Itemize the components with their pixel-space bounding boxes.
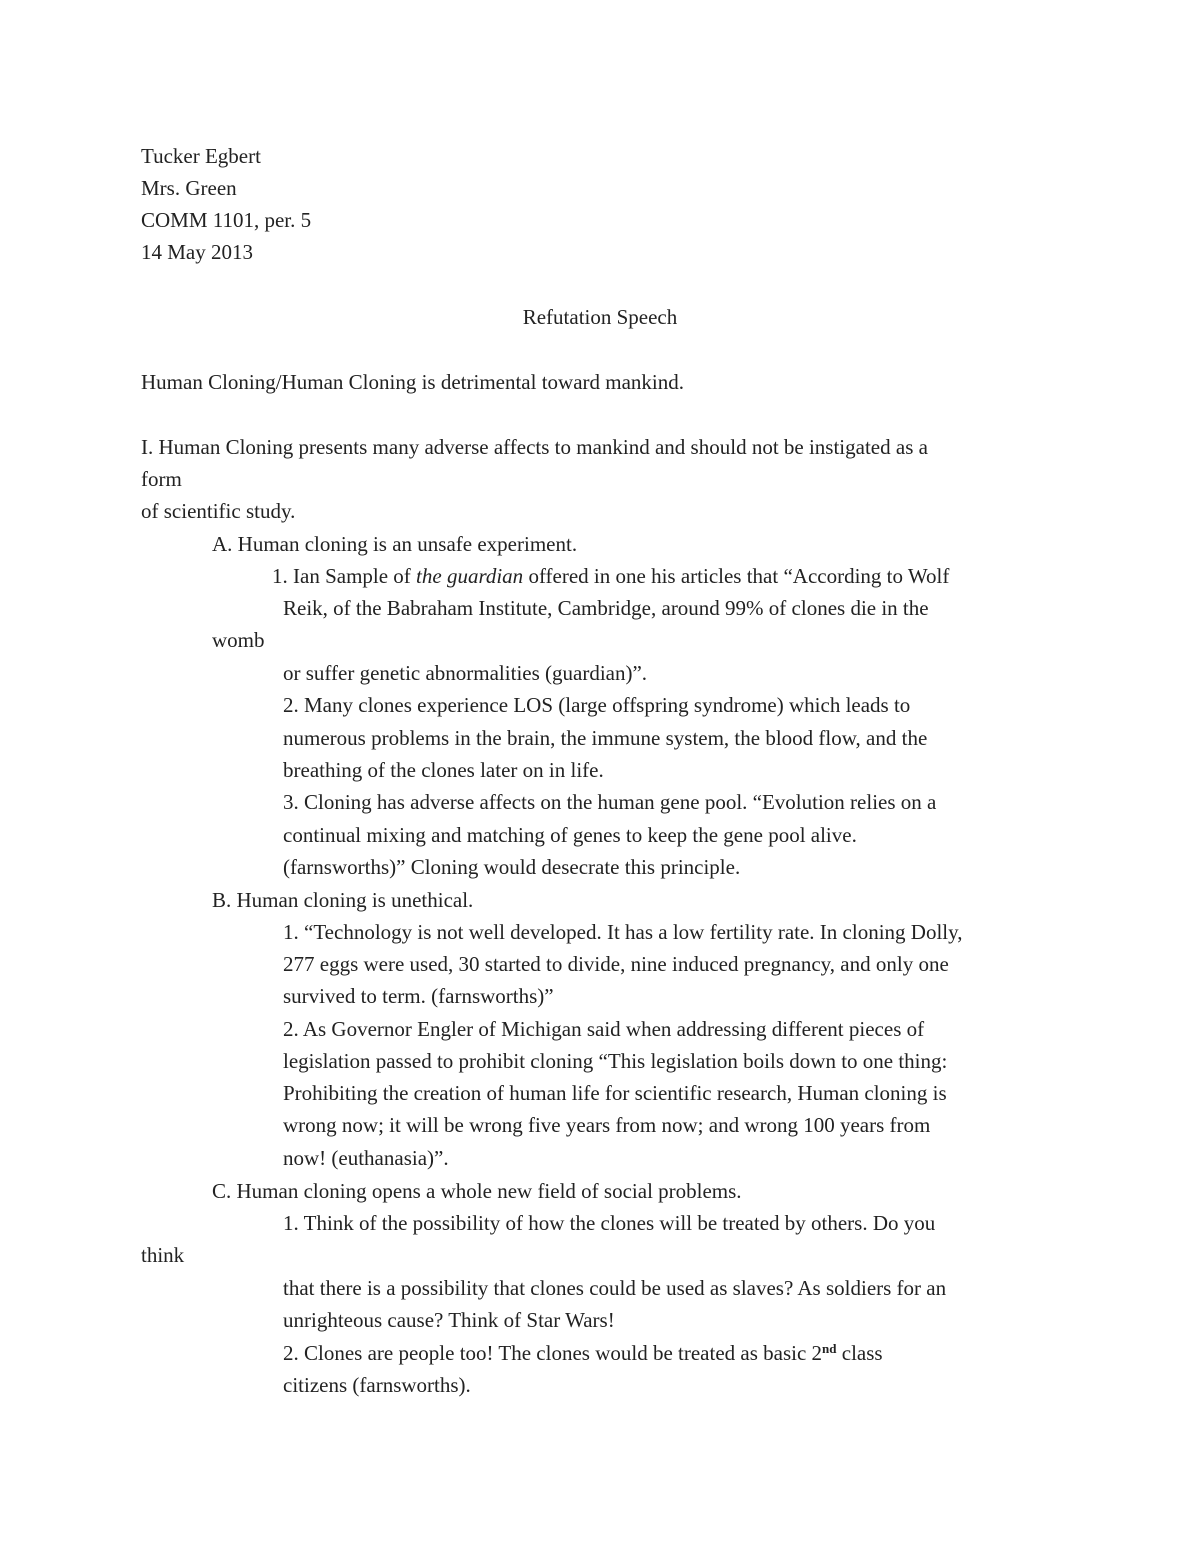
subpoint-B1-line: survived to term. (farnsworths)”	[283, 984, 554, 1008]
teacher-name: Mrs. Green	[141, 176, 237, 200]
subpoint-A2-line: 2. Many clones experience LOS (large offspring syndrome) which leads to	[283, 693, 911, 717]
subpoint-A1-line: or suffer genetic abnormalities (guardian)”.	[283, 661, 648, 685]
course-info: COMM 1101, per. 5	[141, 208, 312, 232]
text-run: 2. Clones are people too! The clones would be treated as basic 2	[283, 1341, 823, 1365]
text-run: offered in one his articles that “According to Wolf	[523, 564, 950, 588]
subpoint-B-heading: B. Human cloning is unethical.	[212, 888, 474, 912]
subpoint-A-heading: A. Human cloning is an unsafe experiment.	[212, 532, 578, 556]
document-title: Refutation Speech	[522, 305, 678, 329]
subpoint-A1-line	[272, 560, 949, 592]
subpoint-C-heading: C. Human cloning opens a whole new field of social problems.	[212, 1179, 742, 1203]
subpoint-A2-line: breathing of the clones later on in life.	[283, 758, 604, 782]
subpoint-C1-line: 1. Think of the possibility of how the clones will be treated by others. Do you	[283, 1211, 936, 1235]
ordinal-suffix: nd	[822, 1341, 837, 1356]
subpoint-A2-line: numerous problems in the brain, the immune system, the blood flow, and the	[283, 726, 928, 750]
subpoint-C1-line: that there is a possibility that clones could be used as slaves? As soldiers for an	[283, 1276, 947, 1300]
subpoint-A3-line: continual mixing and matching of genes to keep the gene pool alive.	[283, 823, 857, 847]
text-run: class	[836, 1341, 883, 1365]
subpoint-B1-line: 1. “Technology is not well developed. It has a low fertility rate. In cloning Dolly,	[283, 920, 963, 944]
subpoint-C1-line: unrighteous cause? Think of Star Wars!	[283, 1308, 615, 1332]
author-name: Tucker Egbert	[141, 144, 261, 168]
subpoint-A3-line: 3. Cloning has adverse affects on the human gene pool. “Evolution relies on a	[283, 790, 937, 814]
subpoint-B1-line: 277 eggs were used, 30 started to divide, nine induced pregnancy, and only one	[283, 952, 949, 976]
text-run: 1. Ian Sample of	[272, 564, 417, 588]
thesis-statement: Human Cloning/Human Cloning is detrimental toward mankind.	[141, 370, 685, 394]
date: 14 May 2013	[141, 240, 253, 264]
subpoint-C2-line: citizens (farnsworths).	[283, 1373, 471, 1397]
subpoint-A1-line: Reik, of the Babraham Institute, Cambridge, around 99% of clones die in the	[283, 596, 929, 620]
subpoint-A3-line: (farnsworths)” Cloning would desecrate this principle.	[283, 855, 741, 879]
subpoint-B2-line: now! (euthanasia)”.	[283, 1146, 449, 1170]
subpoint-B2-line: Prohibiting the creation of human life for scientific research, Human cloning is	[283, 1081, 947, 1105]
subpoint-B2-line: wrong now; it will be wrong five years from now; and wrong 100 years from	[283, 1113, 931, 1137]
main-point-I-line: form	[141, 467, 182, 491]
main-point-I-line: of scientific study.	[141, 499, 296, 523]
subpoint-B2-line: 2. As Governor Engler of Michigan said when addressing different pieces of	[283, 1017, 925, 1041]
subpoint-C2-line	[283, 1337, 883, 1369]
subpoint-B2-line: legislation passed to prohibit cloning “This legislation boils down to one thing:	[283, 1049, 948, 1073]
main-point-I-line: I. Human Cloning presents many adverse affects to mankind and should not be instigated as a	[141, 435, 928, 459]
source-title: the guardian	[416, 564, 524, 588]
subpoint-A1-line: womb	[212, 628, 265, 652]
subpoint-C1-line: think	[141, 1243, 185, 1267]
